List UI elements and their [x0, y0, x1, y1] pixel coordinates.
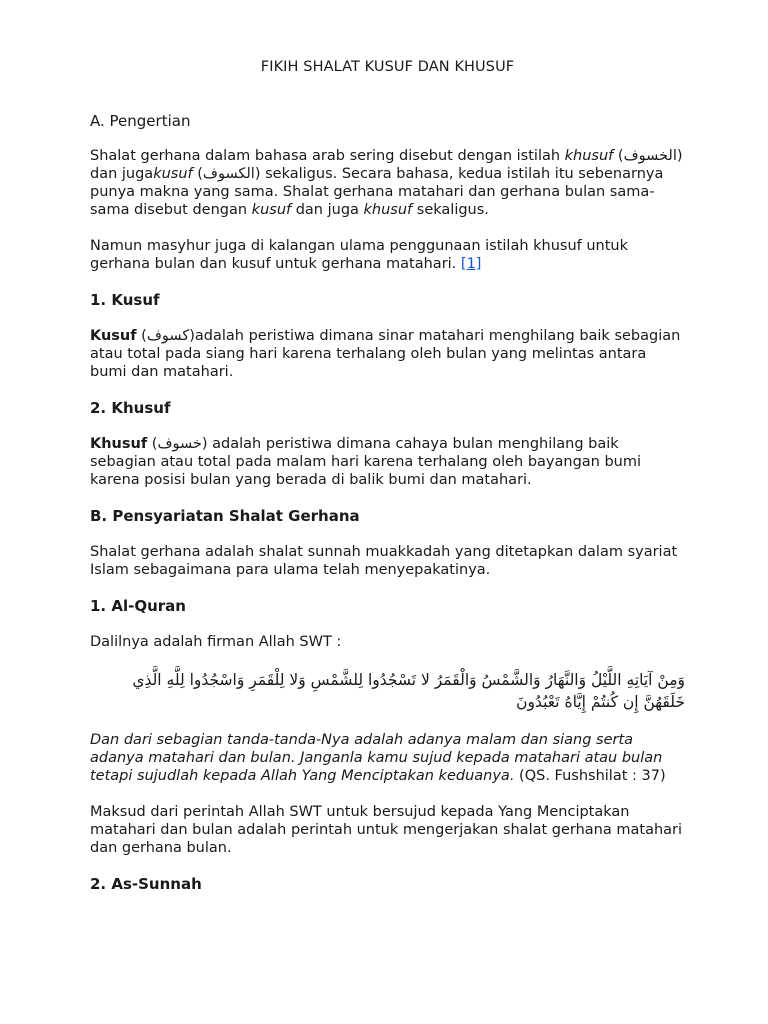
- document-page: [90, 58, 685, 893]
- quran-heading: 1. Al-Quran: [90, 597, 186, 615]
- sunnah-heading: 2. As-Sunnah: [90, 875, 202, 893]
- khusuf-paragraph: Khusuf (خسوف) adalah peristiwa dimana cahaya bulan menghilang baik sebagian atau total pada malam hari karena terhalang oleh bayangan bumi karena posisi bulan yang berada di balik bumi dan matahari.: [90, 436, 642, 488]
- kusuf-heading: 1. Kusuf: [90, 291, 160, 309]
- quran-verse-arabic: وَمِنْ آيَاتِهِ اللَّيْلُ وَالنَّهَارُ وَالشَّمْسُ وَالْقَمَرُ لا تَسْجُدُوا لِلشَّمْسِ وَلا لِلْقَمَرِ وَاسْجُدُوا لِلَّهِ الَّذِي خَلَقَهُنَّ إِن كُنتُمْ إِيَّاهُ تَعْبُدُونَ: [132, 671, 685, 711]
- footnote-link[interactable]: [1]: [460, 256, 482, 272]
- pengertian-paragraph-1: Shalat gerhana dalam bahasa arab sering disebut dengan istilah khusuf (الخسوف) dan jugakusuf (الكسوف) sekaligus. Secara bahasa, kedua istilah itu sebenarnya punya makna yang sama. Shalat gerhana matahari dan gerhana bulan sama-sama disebut dengan kusuf dan juga khusuf sekaligus.: [90, 148, 683, 218]
- section-b-heading: B. Pensyariatan Shalat Gerhana: [90, 507, 360, 525]
- quran-lead: Dalilnya adalah firman Allah SWT :: [90, 634, 342, 650]
- pensyariatan-paragraph: Shalat gerhana adalah shalat sunnah muakkadah yang ditetapkan dalam syariat Islam sebagaimana para ulama telah menyepakatinya.: [90, 544, 678, 578]
- khusuf-heading: 2. Khusuf: [90, 399, 171, 417]
- kusuf-paragraph: Kusuf (كسوف)adalah peristiwa dimana sinar matahari menghilang baik sebagian atau total pada siang hari karena terhalang oleh bulan yang melintas antara bumi dan matahari.: [90, 328, 681, 380]
- document-title: FIKIH SHALAT KUSUF DAN KHUSUF: [260, 59, 515, 75]
- section-a-heading: A. Pengertian: [90, 112, 191, 130]
- quran-explanation: Maksud dari perintah Allah SWT untuk bersujud kepada Yang Menciptakan matahari dan bulan adalah perintah untuk mengerjakan shalat gerhana matahari dan gerhana bulan.: [90, 804, 683, 856]
- pengertian-paragraph-2: Namun masyhur juga di kalangan ulama penggunaan istilah khusuf untuk gerhana bulan dan kusuf untuk gerhana matahari. [1]: [90, 238, 629, 272]
- quran-translation: Dan dari sebagian tanda-tanda-Nya adalah adanya malam dan siang serta adanya matahari dan bulan. Janganla kamu sujud kepada matahari atau bulan tetapi sujudlah kepada Allah Yang Menciptakan keduanya. (QS. Fushshilat : 37): [90, 732, 666, 784]
